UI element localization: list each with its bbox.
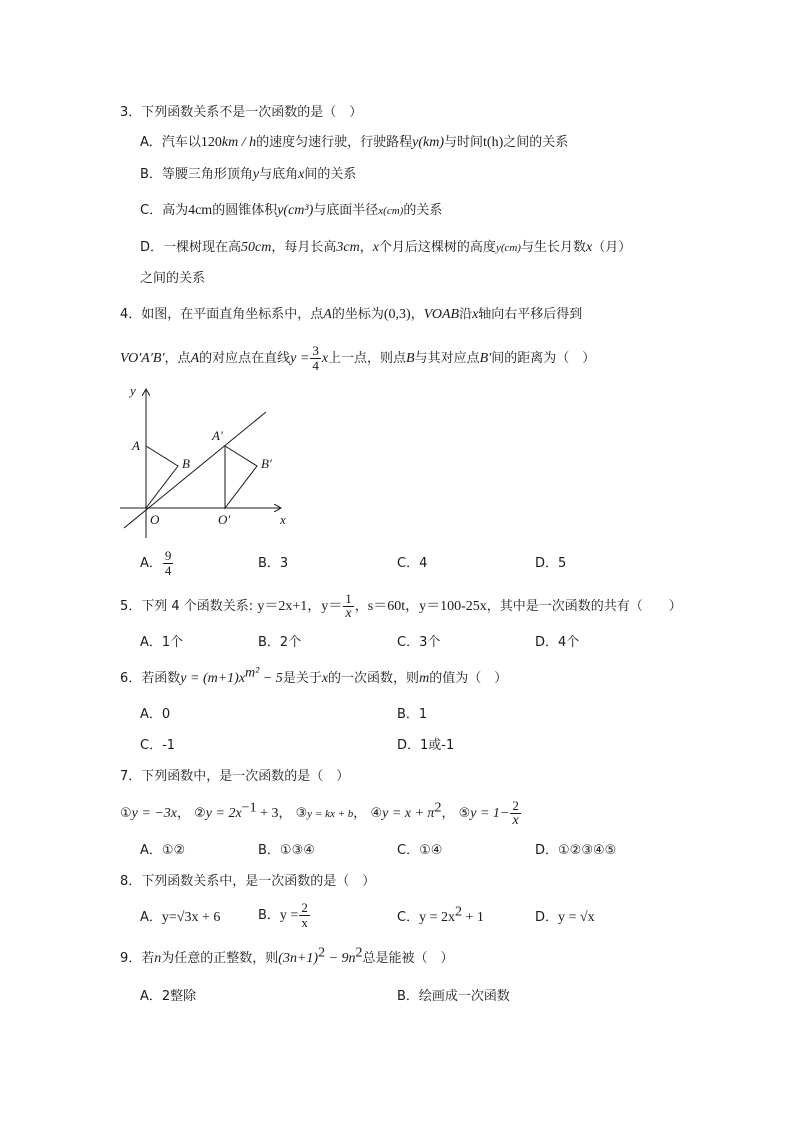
q4-option-a: A． $\frac{9}{4}$ — [140, 548, 172, 578]
q5-option-d: D．4个 — [535, 635, 580, 650]
q8-option-d: D．y = √x — [535, 910, 595, 925]
triangle-oab — [146, 446, 178, 508]
q7-stem: 7．下列函数中，是一次函数的是（ ） — [120, 769, 350, 784]
circle-3: ③ — [295, 806, 308, 821]
q7-option-c: C．①④ — [397, 843, 443, 858]
q8-stem: 8．下列函数关系中，是一次函数的是（ ） — [120, 874, 376, 889]
q3-option-a: A．汽车以120km / h的速度匀速行驶，行驶路程y(km)与时间t(h)之间的关系 — [140, 135, 569, 150]
q6-option-d: D．1或-1 — [397, 738, 455, 753]
label-b-prime: B′ — [261, 456, 272, 471]
q6-option-a: A．0 — [140, 707, 171, 722]
q5-option-b: B．2个 — [258, 635, 302, 650]
label-o: O — [150, 512, 160, 527]
q9-option-a: A．2整除 — [140, 989, 197, 1004]
q4-figure — [112, 378, 302, 543]
q4-stem-line2: VO′A′B′，点A的对应点在直线y = $\frac{3}{4}$ x上一点，则点B与其对应点B′间的距离为（ ） — [120, 343, 596, 373]
q8-option-a: A．y=√3x + 6 — [140, 910, 221, 925]
q3-option-b: B．等腰三角形顶角y与底角x间的关系 — [140, 167, 357, 182]
q4-option-b: B．3 — [258, 556, 289, 571]
q6-stem: 6．若函数$y = (m+1)x^{m^2} - 5$是关于x的一次函数，则m的值为（ ） — [120, 665, 508, 686]
label-y: y — [130, 383, 136, 398]
circle-1: ① — [120, 806, 132, 821]
q7-option-a: A．①② — [140, 843, 186, 858]
label-a: A — [132, 438, 140, 453]
circle-2: ② — [194, 806, 206, 821]
q4-option-d: D．5 — [535, 556, 567, 571]
q9-stem: 9．若n为任意的正整数，则$(3n+1)^2 - 9n^2$总是能被（ ） — [120, 945, 454, 966]
q5-stem: 5．下列 4 个函数关系: y＝2x+1，y＝ $\frac{1}{x}$ ，s＝60t，y＝100-25x，其中是一次函数的共有（ ） — [120, 591, 682, 621]
q4-stem-line1: 4．如图，在平面直角坐标系中，点A的坐标为(0,3)，VOAB沿x轴向右平移后得到 — [120, 307, 583, 322]
label-x: x — [280, 512, 286, 527]
q8-option-c: C．$y = 2x^2 + 1$ — [397, 904, 484, 925]
q3-option-c: C．高为4cm的圆锥体积y(cm³)与底面半径x(cm)的关系 — [140, 203, 443, 218]
label-o-prime: O′ — [218, 512, 231, 527]
q3-stem: 3．下列函数关系不是一次函数的是（ ） — [120, 105, 363, 120]
q7-option-d: D．①②③④⑤ — [535, 843, 617, 858]
label-a-prime: A′ — [212, 428, 223, 443]
q9-option-b: B．绘画成一次函数 — [397, 989, 510, 1004]
line-y-3-4x — [124, 412, 266, 528]
q3-option-d-cont: 之间的关系 — [140, 271, 206, 286]
q5-option-c: C．3个 — [397, 635, 441, 650]
q7-option-b: B．①③④ — [258, 843, 315, 858]
q5-option-a: A．1个 — [140, 635, 184, 650]
circle-5: ⑤ — [458, 806, 471, 821]
q7-functions: ①y = −3x， ②y = $2x^{-1} + 3$， ③y = kx + b， ④y = $x + \pi^2$， ⑤y = 1− $\frac{2}{x}$ — [120, 798, 519, 828]
q6-option-b: B．1 — [397, 707, 428, 722]
q3-option-d: D．一棵树现在高50cm，每月长高3cm，x个月后这棵树的高度y(cm)与生长月数x（月） — [140, 240, 632, 255]
q8-option-b: B．y = $\frac{2}{x}$ — [258, 900, 308, 930]
q6-option-c: C．-1 — [140, 738, 176, 753]
triangle-oab-translated — [225, 446, 257, 508]
q4-option-c: C．4 — [397, 556, 428, 571]
label-b: B — [182, 456, 190, 471]
circle-4: ④ — [370, 806, 383, 821]
